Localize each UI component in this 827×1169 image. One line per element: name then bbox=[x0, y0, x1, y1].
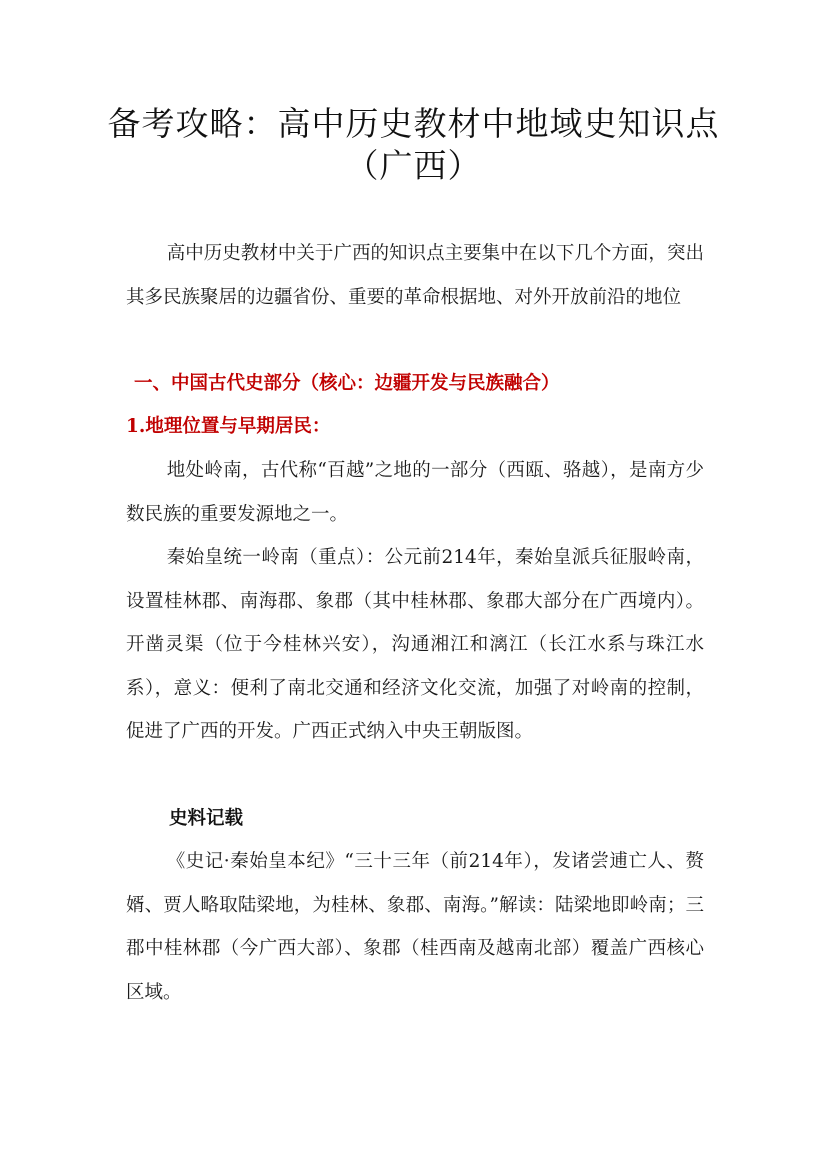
source-heading: 史料记载 bbox=[169, 808, 244, 829]
source-paragraph: 《史记·秦始皇本纪》“三十三年（前214年），发诸尝逋亡人、赘婿、贾人略取陆梁地，为桂林、象郡、南海。”解读：陆梁地即岭南；三郡中桂林郡（今广西大部）、象郡（桂西南及越南北部）覆盖广西核心区域。 bbox=[126, 851, 704, 1003]
section-heading: 一、中国古代史部分（核心：边疆开发与民族融合） bbox=[134, 373, 560, 394]
intro-paragraph: 高中历史教材中关于广西的知识点主要集中在以下几个方面，突出其多民族聚居的边疆省份、重要的革命根据地、对外开放前沿的地位 bbox=[126, 243, 704, 308]
body-paragraph: 地处岭南，古代称“百越”之地的一部分（西瓯、骆越），是南方少数民族的重要发源地之一。 bbox=[126, 460, 704, 525]
body-paragraph: 秦始皇统一岭南（重点）：公元前214年，秦始皇派兵征服岭南，设置桂林郡、南海郡、象郡（其中桂林郡、象郡大部分在广西境内）。开凿灵渠（位于今桂林兴安），沟通湘江和漓江（长江水系与珠江水系），意义：便利了南北交通和经济文化交流，加强了对岭南的控制，促进了广西的开发。广西正式纳入中央王朝版图。 bbox=[126, 547, 704, 742]
document-title-line1: 备考攻略：高中历史教材中地域史知识点 bbox=[107, 104, 720, 143]
document-title-line2: （广西） bbox=[345, 146, 482, 185]
subsection-heading: 1.地理位置与早期居民： bbox=[126, 416, 331, 437]
